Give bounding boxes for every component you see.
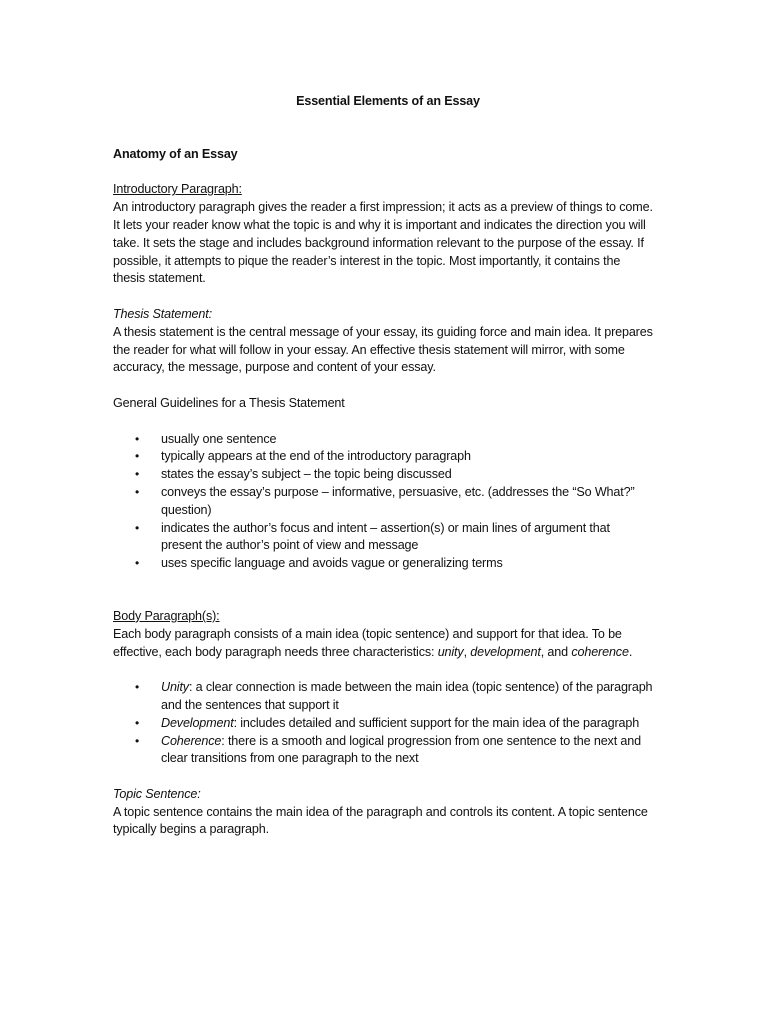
bullet-icon: • xyxy=(135,484,140,499)
bullet-icon: • xyxy=(135,520,140,535)
list-item xyxy=(135,555,653,573)
term-unity: unity xyxy=(437,644,464,659)
list-item-text: usually one sentence xyxy=(161,431,277,446)
list-item-term: Development xyxy=(161,715,234,730)
bullet-icon: • xyxy=(135,449,140,464)
document-page xyxy=(113,93,653,839)
list-item xyxy=(135,484,653,520)
list-item-text: uses specific language and avoids vague or generalizing terms xyxy=(161,556,503,571)
bullet-icon: • xyxy=(135,467,140,482)
list-item xyxy=(135,715,653,733)
topic-paragraph: A topic sentence contains the main idea of the paragraph and controls its content. A topic sentence typically begins a paragraph. xyxy=(113,804,648,837)
thesis-heading: Thesis Statement: xyxy=(113,306,212,321)
topic-heading: Topic Sentence: xyxy=(113,786,201,801)
list-item xyxy=(135,520,653,556)
period: . xyxy=(628,644,633,659)
separator: , and xyxy=(540,644,572,659)
list-item xyxy=(135,448,653,466)
list-item-text: : includes detailed and sufficient support for the main idea of the paragraph xyxy=(233,715,640,730)
bullet-icon: • xyxy=(135,733,140,748)
bullet-icon: • xyxy=(135,715,140,730)
list-item xyxy=(135,733,653,769)
list-item-text: : a clear connection is made between the main idea (topic sentence) of the paragraph and the sentences that support it xyxy=(161,680,653,712)
list-item-term: Unity xyxy=(161,680,189,695)
term-development: development xyxy=(470,644,541,659)
body-text: Each body paragraph consists of a main idea (topic sentence) and support for that idea. To be effective, each body paragraph needs three characteristics: xyxy=(113,626,622,659)
body-paragraph xyxy=(113,626,653,662)
guidelines-heading: General Guidelines for a Thesis Statement xyxy=(113,395,345,410)
body-heading: Body Paragraph(s): xyxy=(113,608,220,623)
list-item-text: conveys the essay’s purpose – informative, persuasive, etc. (addresses the “So What?” question) xyxy=(161,484,635,517)
intro-paragraph: An introductory paragraph gives the reader a first impression; it acts as a preview of things to come. It lets your reader know what the topic is and why it is important and indicates the direction you will take. It sets the stage and includes background information relevant to the purpose of the essay. If possible, it attempts to pique the reader’s interest in the topic. Most importantly, it contains the thesis statement. xyxy=(113,200,653,286)
list-item-text: typically appears at the end of the introductory paragraph xyxy=(161,449,471,464)
list-item-text: states the essay’s subject – the topic being discussed xyxy=(161,467,452,482)
list-item-text: indicates the author’s focus and intent – assertion(s) or main lines of argument that present the author’s point of view and message xyxy=(161,520,610,553)
bullet-icon: • xyxy=(135,431,140,446)
list-item xyxy=(135,679,653,715)
separator: , xyxy=(463,644,471,659)
characteristics-list xyxy=(113,679,653,768)
term-coherence: coherence xyxy=(571,644,629,659)
list-item-text: : there is a smooth and logical progression from one sentence to the next and clear transitions from one paragraph to the next xyxy=(161,733,641,766)
bullet-icon: • xyxy=(135,680,140,695)
anatomy-heading: Anatomy of an Essay xyxy=(113,146,238,161)
thesis-paragraph: A thesis statement is the central message of your essay, its guiding force and main idea. It prepares the reader for what will follow in your essay. An effective thesis statement will mirror, with some accuracy, the message, purpose and content of your essay. xyxy=(113,324,653,375)
document-title: Essential Elements of an Essay xyxy=(296,94,480,108)
bullet-icon: • xyxy=(135,556,140,571)
intro-heading: Introductory Paragraph: xyxy=(113,182,242,197)
guidelines-list xyxy=(113,431,653,573)
list-item-term: Coherence xyxy=(161,733,222,748)
list-item xyxy=(135,466,653,484)
list-item xyxy=(135,431,653,449)
